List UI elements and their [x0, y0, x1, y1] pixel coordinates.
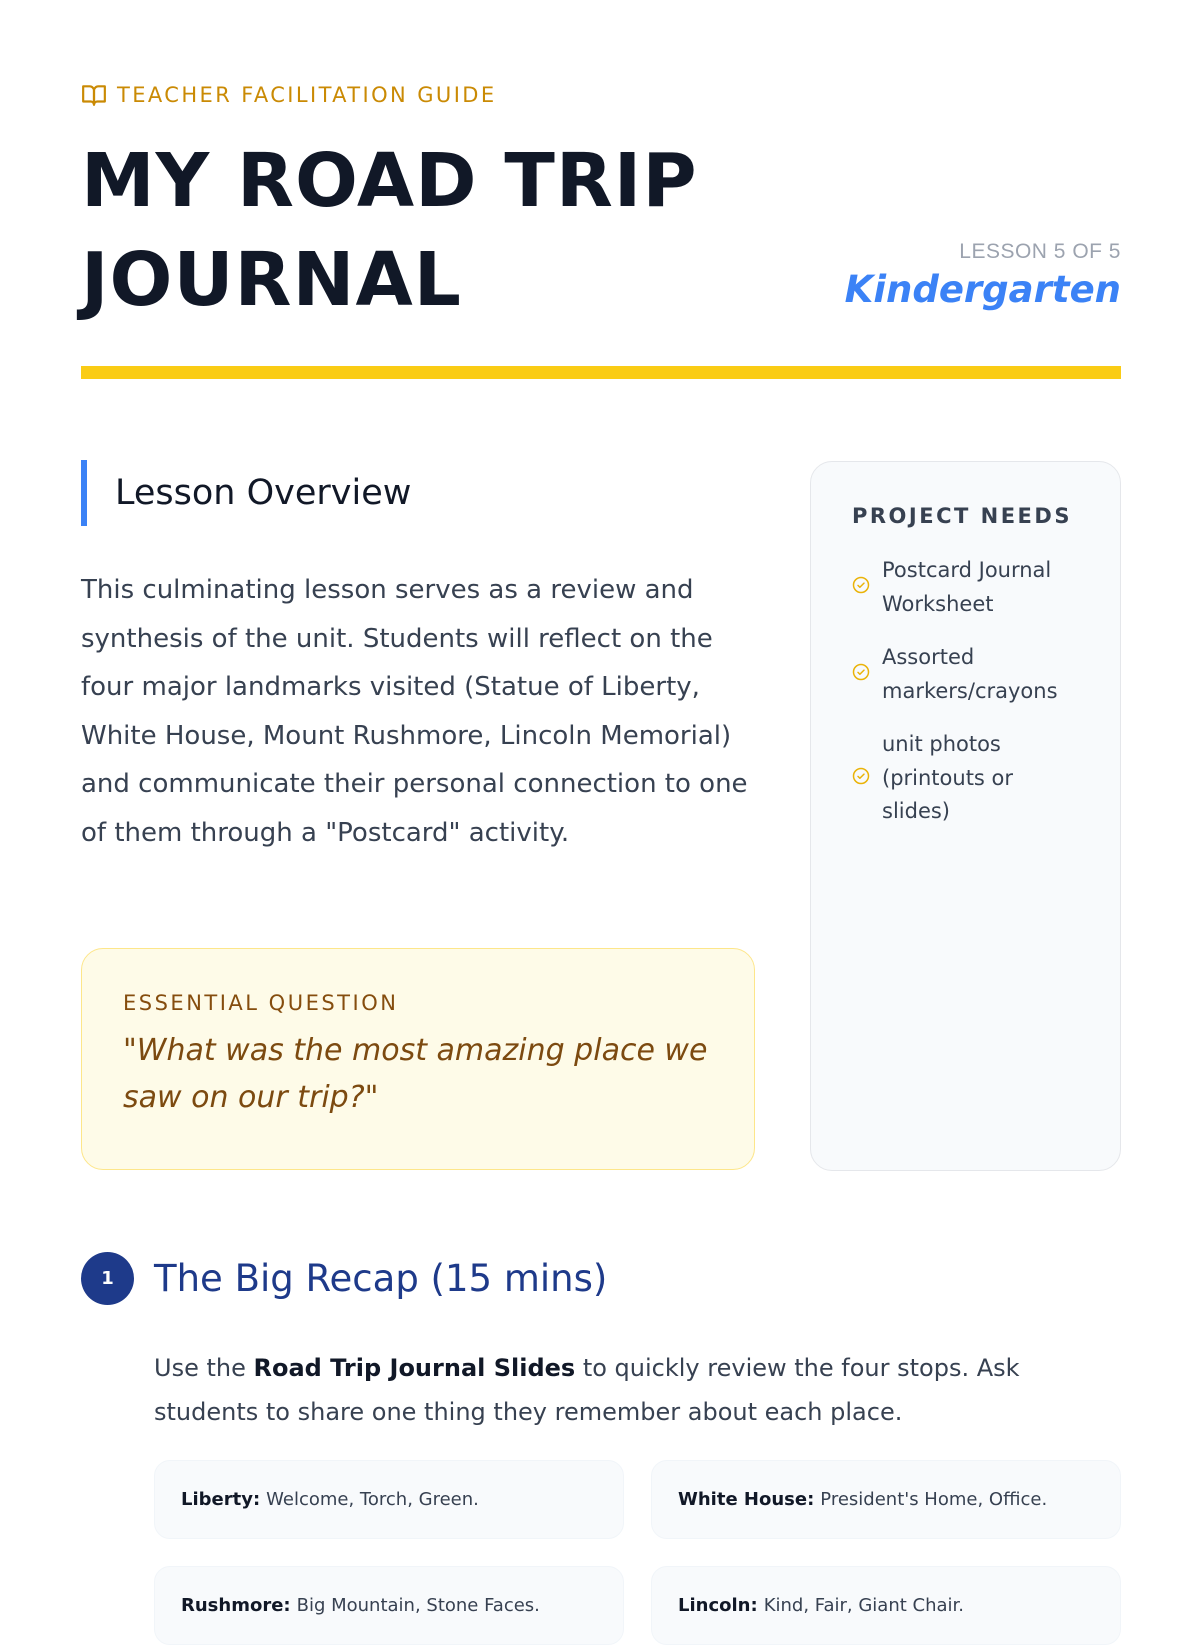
need-label: Assorted markers/crayons — [882, 645, 1058, 703]
list-item — [852, 641, 1079, 708]
check-circle-icon — [852, 658, 870, 692]
step-title: The Big Recap (15 mins) — [154, 1257, 608, 1300]
project-needs-panel — [810, 461, 1121, 1171]
need-label: Postcard Journal Worksheet — [882, 558, 1052, 616]
recap-grid — [154, 1460, 1121, 1645]
page-title: MY ROAD TRIP JOURNAL — [81, 138, 698, 323]
header-divider — [81, 366, 1121, 379]
recap-card-lincoln — [651, 1566, 1121, 1645]
recap-notes: Kind, Fair, Giant Chair. — [763, 1595, 964, 1616]
check-circle-icon — [852, 762, 870, 796]
instruction-text: to quickly review the four stops. Ask students to share one thing they remember about each place. — [154, 1354, 1020, 1426]
guide-eyebrow — [81, 82, 497, 108]
recap-place: Rushmore: — [181, 1595, 291, 1616]
recap-place: Liberty: — [181, 1489, 261, 1510]
grade-level: Kindergarten — [844, 268, 1121, 311]
overview-text: This culminating lesson serves as a review and synthesis of the unit. Students will reflect on the four major landmarks visited (Statue of Liberty, White House, Mount Rushmore, Lincoln Memorial) and communicate their personal connection to one of them through a "Postcard" activity. — [81, 575, 748, 848]
lesson-meta — [845, 240, 1121, 311]
step-1-instructions — [154, 1346, 1121, 1434]
step-1-header — [81, 1252, 607, 1305]
essential-question-label: ESSENTIAL QUESTION — [123, 991, 399, 1015]
essential-question: "What was the most amazing place we saw on our trip?" — [123, 1033, 708, 1115]
overview-heading-block — [81, 460, 411, 526]
project-needs-list — [852, 554, 1079, 829]
lesson-count: LESSON 5 OF 5 — [959, 240, 1121, 263]
recap-place: White House: — [678, 1489, 815, 1510]
recap-place: Lincoln: — [678, 1595, 758, 1616]
need-label: unit photos (printouts or slides) — [882, 732, 1014, 823]
list-item — [852, 728, 1079, 829]
project-needs-title: PROJECT NEEDS — [852, 504, 1072, 528]
recap-notes: Welcome, Torch, Green. — [266, 1489, 479, 1510]
recap-card-white-house — [651, 1460, 1121, 1539]
eyebrow-label: TEACHER FACILITATION GUIDE — [117, 83, 497, 107]
recap-card-liberty — [154, 1460, 624, 1539]
essential-question-card — [81, 948, 755, 1170]
recap-notes: President's Home, Office. — [820, 1489, 1048, 1510]
check-circle-icon — [852, 571, 870, 605]
open-book-icon — [81, 82, 107, 108]
overview-heading: Lesson Overview — [115, 473, 412, 513]
recap-card-rushmore — [154, 1566, 624, 1645]
slides-reference: Road Trip Journal Slides — [253, 1354, 576, 1382]
instruction-text: Use the — [154, 1354, 254, 1382]
list-item — [852, 554, 1079, 621]
step-number-badge: 1 — [81, 1252, 134, 1305]
recap-notes: Big Mountain, Stone Faces. — [296, 1595, 540, 1616]
